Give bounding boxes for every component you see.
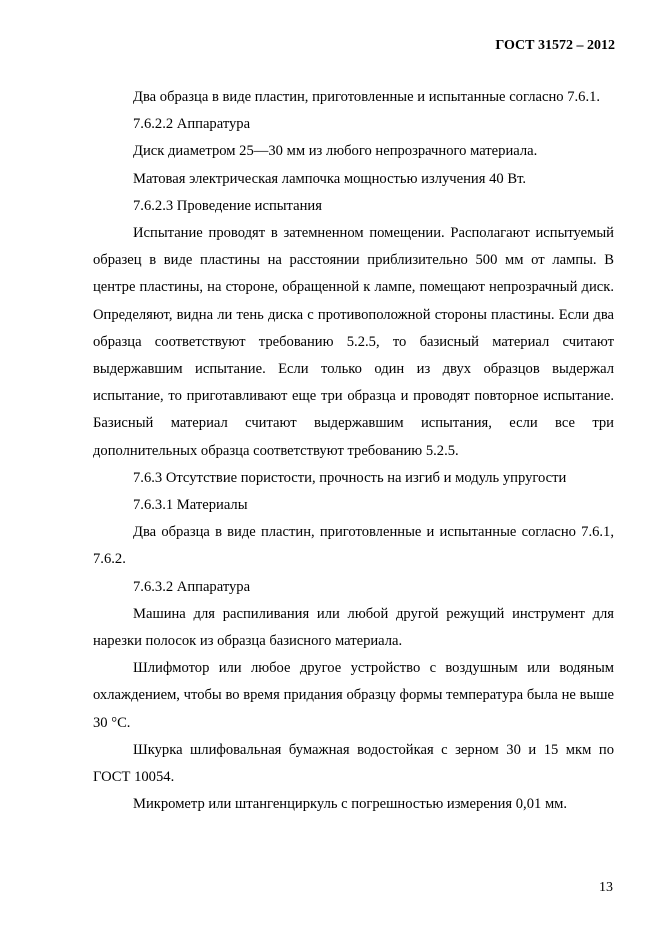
heading-7-6-3-1: 7.6.3.1 Материалы — [133, 497, 248, 514]
paragraph-grinder: Шлифмотор или любое другое устройство с воздушным или водяным охлаждением, чтобы во время придания образцу формы температура была не выше 30 °С. — [93, 660, 614, 731]
document-header: ГОСТ 31572 – 2012 — [495, 38, 615, 53]
paragraph-sandpaper: Шкурка шлифовальная бумажная водостойкая с зерном 30 и 15 мкм по ГОСТ 10054. — [93, 741, 614, 786]
paragraph-disk: Диск диаметром 25—30 мм из любого непрозрачного материала. — [133, 143, 538, 160]
heading-7-6-3-2: 7.6.3.2 Аппаратура — [133, 578, 251, 595]
document-body — [93, 84, 614, 818]
heading-7-6-3: 7.6.3 Отсутствие пористости, прочность на изгиб и модуль упругости — [133, 469, 567, 486]
heading-7-6-2-2: 7.6.2.2 Аппаратура — [133, 116, 251, 133]
paragraph-lamp: Матовая электрическая лампочка мощностью излучения 40 Вт. — [133, 170, 526, 187]
paragraph-samples-1: Два образца в виде пластин, приготовленные и испытанные согласно 7.6.1. — [133, 89, 601, 105]
page-number: 13 — [599, 880, 613, 895]
paragraph-procedure: Испытание проводят в затемненном помещении. Располагают испытуемый образец в виде пластины на расстоянии приблизительно 500 мм от лампы. В центре пластины, на стороне, обращенной к лампе, помещают непрозрачный диск. Определяют, видна ли тень диска с противоположной стороны пластины. Если два образца соответствуют требованию 5.2.5, то базисный материал считают выдержавшим испытание. Если только один из двух образцов выдержал испытание, то приготавливают еще три образца и проводят повторное испытание. Базисный материал считают выдержавшим испытания, если все три дополнительных образца соответствуют требованию 5.2.5. — [93, 225, 614, 459]
heading-7-6-2-3: 7.6.2.3 Проведение испытания — [133, 197, 322, 214]
paragraph-samples-2: Два образца в виде пластин, приготовленные и испытанные согласно 7.6.1, 7.6.2. — [93, 524, 614, 568]
paragraph-micrometer: Микрометр или штангенциркуль с погрешностью измерения 0,01 мм. — [133, 796, 568, 813]
paragraph-saw: Машина для распиливания или любой другой режущий инструмент для нарезки полосок из образца базисного материала. — [93, 605, 614, 650]
